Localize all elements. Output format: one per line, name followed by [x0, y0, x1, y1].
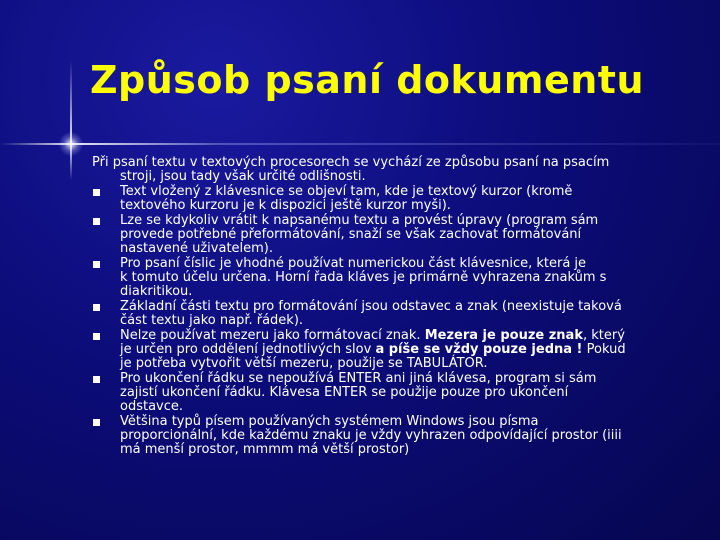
bullet-line: Pro psaní číslic je vhodné používat numerickou část klávesnice, která je — [120, 256, 587, 271]
intro-line: Při psaní textu v textových procesorech se vychází ze způsobu psaní na psacím — [92, 155, 610, 170]
bullet-item — [92, 329, 672, 371]
bullet-line: Většina typů písem používaných systémem Windows jsou písma — [120, 414, 539, 429]
bullet-line: má menší prostor, mmmm má větší prostor) — [120, 442, 410, 457]
bullet-line: Text vložený z klávesnice se objeví tam, kde je textový kurzor (kromě — [120, 184, 573, 199]
bullet-line — [120, 329, 672, 343]
bullet-line: k tomuto účelu určena. Horní řada kláves je primárně vyhrazena znakům s — [120, 270, 607, 285]
intro-paragraph — [92, 156, 672, 184]
intro-line: stroji, jsou tady však určité odlišnosti. — [120, 169, 366, 184]
square-bullet-icon — [93, 218, 100, 225]
bullet-line: proporcionální, kde každému znaku je vždy vyhrazen odpovídající prostor (iiii — [120, 428, 622, 443]
bullet-line: Lze se kdykoliv vrátit k napsanému textu a provést úpravy (program sám — [120, 213, 599, 228]
bullet-line: Základní části textu pro formátování jsou odstavec a znak (neexistuje taková — [120, 299, 622, 314]
bullet-line: textového kurzoru je k dispozici ještě kurzor myši). — [120, 198, 451, 213]
bullet-line: část textu jako např. řádek). — [120, 313, 304, 328]
text-run: Pokud — [582, 342, 626, 357]
bullet-line: diakritikou. — [120, 284, 193, 299]
square-bullet-icon — [93, 261, 100, 268]
bullet-line: zajistí ukončení řádku. Klávesa ENTER se použije pouze pro ukončení — [120, 385, 569, 400]
slide-body — [92, 156, 672, 458]
lens-flare-horizontal — [0, 143, 720, 145]
bullet-line: odstavce. — [120, 399, 184, 414]
square-bullet-icon — [93, 304, 100, 311]
bullet-line: nastavené uživatelem). — [120, 241, 274, 256]
bullet-line: provede potřebné přeformátování, snaží se však zachovat formátování — [120, 227, 582, 242]
slide-title: Způsob psaní dokumentu — [90, 58, 645, 102]
lens-flare-glow — [58, 132, 84, 156]
text-run: , který — [582, 328, 625, 343]
bullet-line: Pro ukončení řádku se nepoužívá ENTER ani jiná klávesa, program si sám — [120, 371, 597, 386]
square-bullet-icon — [93, 189, 100, 196]
bullet-item — [92, 300, 672, 328]
bullet-list — [92, 185, 672, 457]
bullet-item — [92, 185, 672, 213]
square-bullet-icon — [93, 333, 100, 340]
square-bullet-icon — [93, 376, 100, 383]
square-bullet-icon — [93, 419, 100, 426]
bullet-item — [92, 372, 672, 414]
bullet-line — [120, 343, 672, 357]
bullet-line: je potřeba vytvořit větší mezeru, použije se TABULÁTOR. — [120, 356, 488, 371]
lens-flare-vertical — [70, 60, 72, 180]
emphasized-text: Mezera je pouze znak — [424, 328, 583, 343]
text-run: je určen pro oddělení jednotlivých slov — [120, 342, 376, 357]
bullet-item — [92, 214, 672, 256]
bullet-item — [92, 415, 672, 457]
bullet-item — [92, 257, 672, 299]
emphasized-text: a píše se vždy pouze jedna ! — [375, 342, 583, 357]
text-run: Nelze používat mezeru jako formátovací znak. — [120, 328, 425, 343]
